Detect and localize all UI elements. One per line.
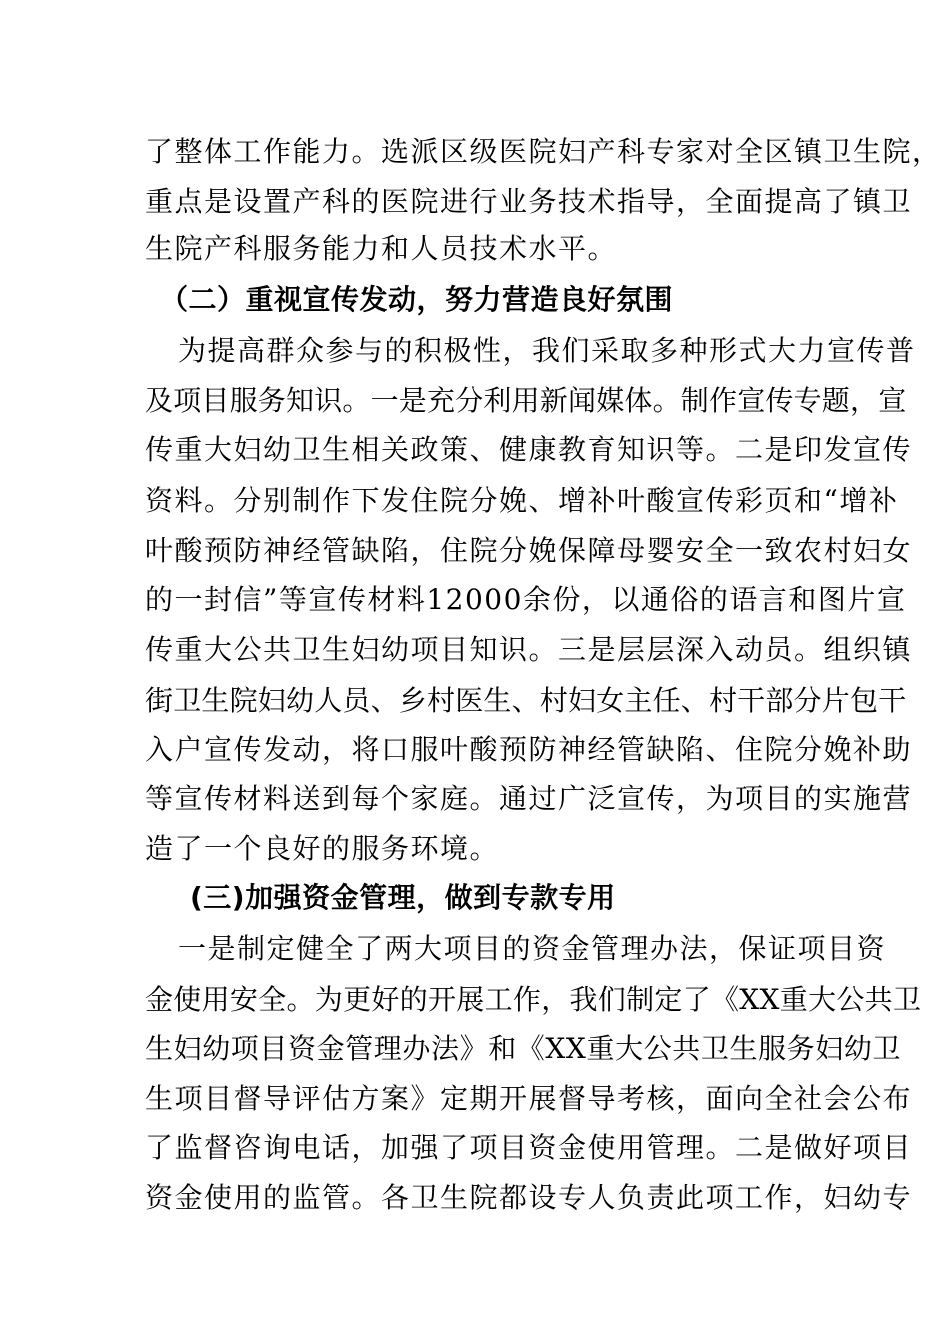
section-heading: （二）重视宣传发动，努力营造良好氛围 [160,283,674,316]
body-text-line: 传重大公共卫生妇幼项目知识。三是层层深入动员。组织镇 [145,633,913,666]
body-text-line: 及项目服务知识。一是充分利用新闻媒体。制作宣传专题，宣 [145,384,907,417]
body-text-line: 的一封信”等宣传材料12000余份，以通俗的语言和图片宣 [145,583,907,616]
body-text-line: 资料。分别制作下发住院分娩、增补叶酸宣传彩页和“增补 [145,484,899,517]
body-text-line: 一是制定健全了两大项目的资金管理办法，保证项目资 [178,932,887,965]
body-text-line: 为提高群众参与的积极性，我们采取多种形式大力宣传普 [178,334,916,367]
body-text-line: 生院产科服务能力和人员技术水平。 [145,232,618,265]
body-text-line: 叶酸预防神经管缺陷，住院分娩保障母婴安全一致农村妇女 [145,534,913,567]
body-text-line: 生项目督导评估方案》定期开展督导考核，面向全社会公布 [145,1082,913,1115]
body-text-line: 造了一个良好的服务环境。 [145,832,500,865]
body-text-line: 传重大妇幼卫生相关政策、健康教育知识等。二是印发宣传 [145,433,913,466]
body-text-line: 金使用安全。为更好的开展工作，我们制定了《XX重大公共卫 [145,983,922,1016]
body-text-line: 入户宣传发动，将口服叶酸预防神经管缺陷、住院分娩补助 [145,733,913,766]
body-text-line: 了监督咨询电话，加强了项目资金使用管理。二是做好项目 [145,1131,913,1164]
body-text-line: 生妇幼项目资金管理办法》和《XX重大公共卫生服务妇幼卫 [145,1032,902,1065]
body-text-line: 资金使用的监管。各卫生院都设专人负责此项工作，妇幼专 [145,1181,913,1214]
body-text-line: 重点是设置产科的医院进行业务技术指导，全面提高了镇卫 [145,185,913,218]
body-text-line: 了整体工作能力。选派区级医院妇产科专家对全区镇卫生院， [145,135,942,168]
body-text-line: 街卫生院妇幼人员、乡村医生、村妇女主任、村干部分片包干 [145,684,907,717]
body-text-line: 等宣传材料送到每个家庭。通过广泛宣传，为项目的实施营 [145,782,913,815]
section-heading: (三)加强资金管理，做到专款专用 [190,881,616,914]
